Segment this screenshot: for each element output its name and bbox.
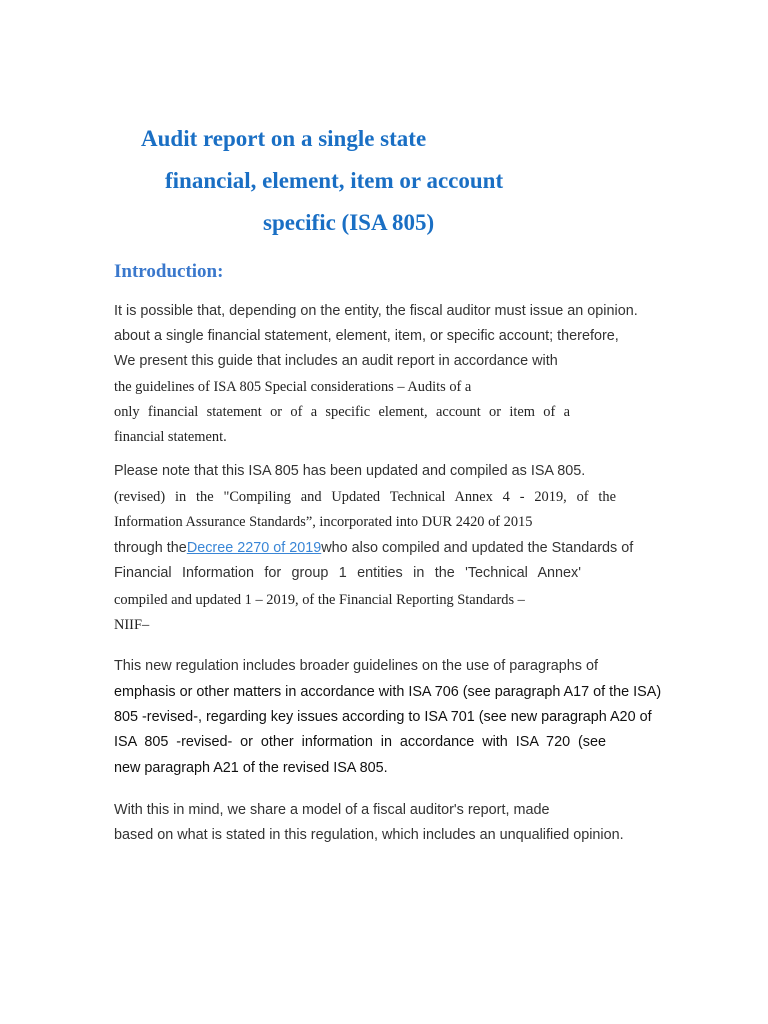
title-line-1: Audit report on a single state — [141, 126, 427, 151]
paragraph-2-line: Financial Information for group 1 entities in the 'Technical Annex' — [114, 565, 581, 581]
paragraph-3-line: emphasis or other matters in accordance with ISA 706 (see paragraph A17 of the ISA) — [114, 684, 662, 700]
paragraph-2-line: Please note that this ISA 805 has been updated and compiled as ISA 805. — [114, 463, 586, 479]
paragraph-1-line: It is possible that, depending on the entity, the fiscal auditor must issue an opinion. — [114, 303, 638, 319]
paragraph-3-line: new paragraph A21 of the revised ISA 805. — [114, 760, 388, 776]
paragraph-1-line: about a single financial statement, element, item, or specific account; therefore, — [114, 328, 619, 344]
paragraph-2-line: compiled and updated 1 – 2019, of the Financial Reporting Standards – — [114, 592, 525, 608]
decree-2270-link[interactable]: Decree 2270 of 2019 — [186, 540, 322, 556]
paragraph-2-text: through the — [114, 540, 187, 556]
paragraph-1-line: financial statement. — [114, 429, 227, 445]
paragraph-2-line-with-link — [114, 541, 633, 555]
paragraph-1-line: only financial statement or of a specific element, account or item of a — [114, 404, 570, 420]
title-line-3: specific (ISA 805) — [263, 210, 435, 235]
introduction-heading: Introduction: — [114, 261, 224, 282]
paragraph-4-line: With this in mind, we share a model of a fiscal auditor's report, made — [114, 802, 550, 818]
paragraph-1-line: the guidelines of ISA 805 Special considerations – Audits of a — [114, 379, 472, 395]
paragraph-3-line: 805 -revised-, regarding key issues according to ISA 701 (see new paragraph A20 of — [114, 709, 652, 725]
title-line-2: financial, element, item or account — [165, 168, 504, 193]
paragraph-2-line: Information Assurance Standards”, incorporated into DUR 2420 of 2015 — [114, 514, 533, 530]
paragraph-2-line: (revised) in the "Compiling and Updated Technical Annex 4 - 2019, of the — [114, 489, 616, 505]
paragraph-2-line: NIIF– — [114, 617, 150, 633]
paragraph-3-line: ISA 805 -revised- or other information in accordance with ISA 720 (see — [114, 734, 606, 750]
paragraph-1-line: We present this guide that includes an audit report in accordance with — [114, 353, 558, 369]
paragraph-2-text: who also compiled and updated the Standards of — [321, 540, 634, 556]
paragraph-4-line: based on what is stated in this regulation, which includes an unqualified opinion. — [114, 827, 624, 843]
paragraph-3-line: This new regulation includes broader guidelines on the use of paragraphs of — [114, 658, 598, 674]
